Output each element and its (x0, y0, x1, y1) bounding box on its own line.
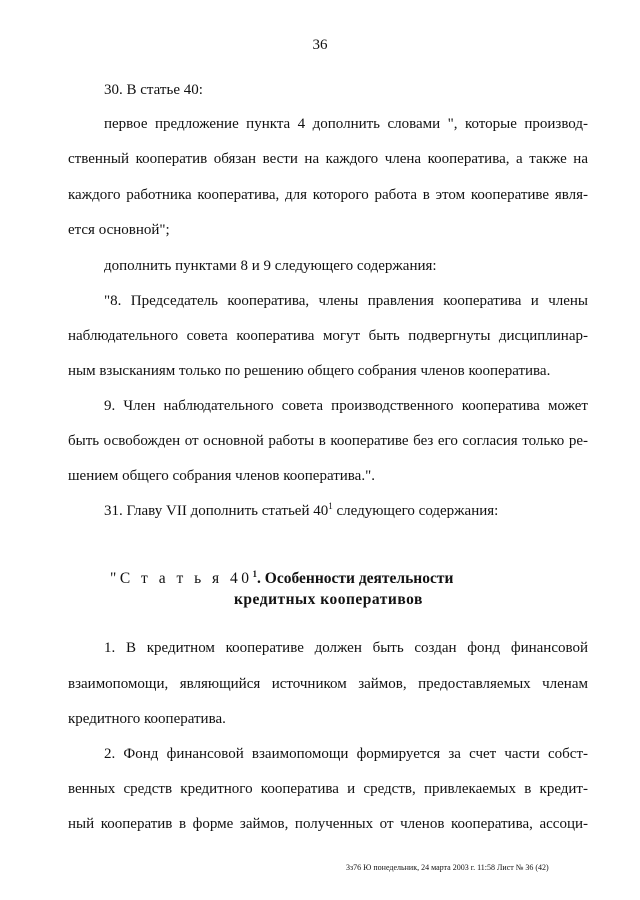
text-line: дополнить пунктами 8 и 9 следующего содержания: (104, 258, 437, 274)
article-title: . Особенности деятельности (257, 570, 454, 587)
text-line: 30. В статье 40: (104, 82, 203, 98)
text-line: наблюдательного совета кооператива могут быть подвергнуты дисциплинар- (68, 328, 588, 344)
text-line: 1. В кредитном кооперативе должен быть создан фонд финансовой (104, 640, 588, 656)
superscript: 1 (252, 569, 258, 579)
text-line: шением общего собрания членов кооператива.". (68, 468, 375, 484)
text-line: ственный кооператив обязан вести на каждого члена кооператива, а также на (68, 151, 588, 167)
text-line: венных средств кредитного кооператива и средств, привлекаемых в кредит- (68, 781, 588, 797)
article-label: "С т а т ь я 40 (110, 570, 253, 587)
text-line: "8. Председатель кооператива, члены правления кооператива и члены (104, 293, 588, 309)
page-number: 36 (312, 37, 328, 53)
text-segment: 31. Главу VII дополнить статьей 40 (104, 503, 329, 519)
page-footer: 3з76 Ю понедельник, 24 марта 2003 г. 11:58 Лист № 36 (42) (346, 863, 549, 872)
text-line: быть освобожден от основной работы в кооперативе без его согласия только ре- (68, 433, 588, 449)
article-heading (110, 570, 453, 588)
text-line: ется основной"; (68, 222, 170, 238)
text-line (104, 502, 588, 520)
text-line: каждого работника кооператива, для которого работа в этом кооперативе явля- (68, 187, 588, 203)
text-line: ный кооператив в форме займов, полученных от членов кооператива, ассоци- (68, 816, 588, 832)
article-heading-line2: кредитных кооперативов (234, 591, 423, 608)
text-line: взаимопомощи, являющийся источником займов, предоставляемых членам (68, 676, 588, 692)
text-line: первое предложение пункта 4 дополнить словами ", которые производ- (104, 116, 588, 132)
superscript: 1 (328, 501, 333, 511)
text-line: ным взысканиям только по решению общего собрания членов кооператива. (68, 363, 551, 379)
text-segment: следующего содержания: (332, 503, 499, 519)
text-line: 2. Фонд финансовой взаимопомощи формируется за счет части собст- (104, 746, 588, 762)
text-line: кредитного кооператива. (68, 711, 226, 727)
text-line: 9. Член наблюдательного совета производственного кооператива может (104, 398, 588, 414)
